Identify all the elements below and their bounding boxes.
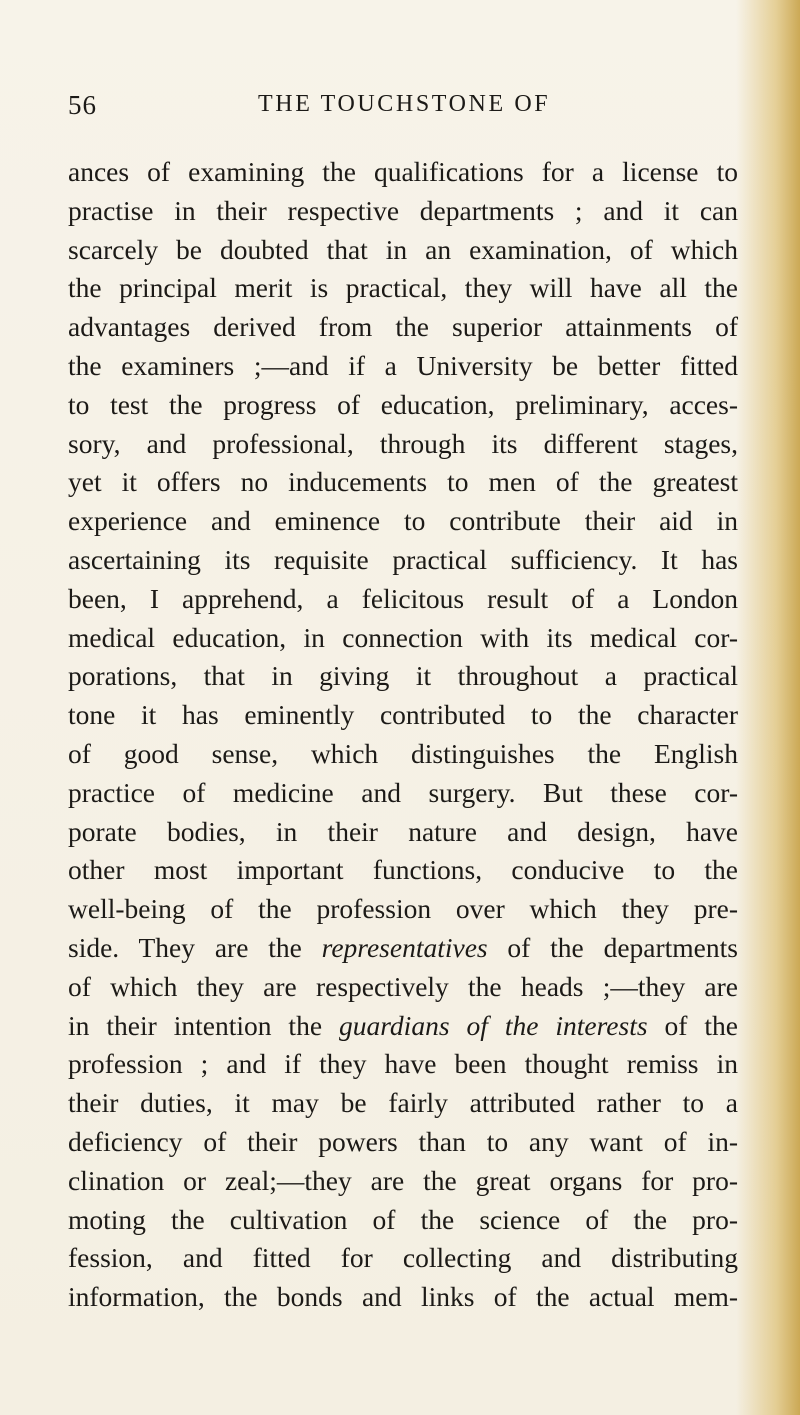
text-line	[68, 580, 738, 619]
text-run: been, I apprehend, a felicitous result of a London	[68, 582, 738, 614]
text-run: to test the progress of education, preliminary, acces-	[68, 388, 738, 420]
text-line	[68, 735, 738, 774]
text-run: tone it has eminently contributed to the character	[68, 699, 738, 731]
text-line	[68, 347, 738, 386]
text-run: fession, and fitted for collecting and distributing	[68, 1242, 738, 1274]
text-run: of good sense, which distinguishes the English	[68, 737, 738, 769]
text-line	[68, 308, 738, 347]
italic-phrase: representatives	[321, 931, 488, 963]
text-run: sory, and professional, through its different stages,	[68, 427, 738, 459]
text-line	[68, 192, 738, 231]
text-run: information, the bonds and links of the actual mem-	[68, 1281, 738, 1313]
text-line	[68, 463, 738, 502]
text-run: ances of examining the qualifications for a license to	[68, 156, 738, 187]
text-line	[68, 1007, 738, 1046]
text-line	[68, 153, 738, 192]
text-run: clination or zeal;—they are the great organs for pro-	[68, 1164, 738, 1196]
text-run: other most important functions, conducive to the	[68, 854, 738, 886]
text-run: porate bodies, in their nature and design, have	[68, 815, 738, 847]
text-line	[68, 696, 738, 735]
text-run: medical education, in connection with its medical cor-	[68, 621, 738, 653]
text-line	[68, 502, 738, 541]
text-run: ascertaining its requisite practical sufficiency. It has	[68, 543, 738, 575]
text-run: practise in their respective departments ; and it can	[68, 194, 738, 226]
text-line	[68, 619, 738, 658]
text-run: deficiency of their powers than to any want of in-	[68, 1125, 738, 1157]
text-line	[68, 425, 738, 464]
text-line	[68, 968, 738, 1007]
text-line	[68, 1162, 738, 1201]
text-line	[68, 1045, 738, 1084]
text-line	[68, 1123, 738, 1162]
text-line	[68, 1084, 738, 1123]
text-run: of the departments	[487, 931, 738, 963]
text-run: their duties, it may be fairly attributed rather to a	[68, 1087, 738, 1119]
text-line	[68, 1239, 738, 1278]
text-run: porations, that in giving it throughout a practical	[68, 660, 738, 692]
text-run: of the	[647, 1009, 738, 1041]
text-line	[68, 1278, 738, 1317]
text-line	[68, 929, 738, 968]
text-line	[68, 1201, 738, 1240]
text-line	[68, 231, 738, 270]
page-header	[68, 90, 738, 130]
running-title: THE TOUCHSTONE OF	[258, 91, 551, 117]
text-run: of which they are respectively the heads ;—they are	[68, 970, 738, 1002]
text-line	[68, 774, 738, 813]
text-line	[68, 269, 738, 308]
text-run: the principal merit is practical, they will have all the	[68, 272, 738, 304]
italic-phrase: guardians of the interests	[339, 1009, 648, 1041]
text-run: moting the cultivation of the science of the pro-	[68, 1203, 738, 1235]
text-line	[68, 657, 738, 696]
text-line	[68, 851, 738, 890]
text-run: yet it offers no inducements to men of the greatest	[68, 466, 738, 498]
body-text	[68, 153, 738, 1317]
text-run: practice of medicine and surgery. But these cor-	[68, 776, 738, 808]
text-run: well-being of the profession over which they pre-	[68, 893, 738, 925]
text-run: profession ; and if they have been thought remiss in	[68, 1048, 738, 1080]
text-run: in their intention the	[68, 1009, 339, 1041]
text-run: experience and eminence to contribute their aid in	[68, 505, 738, 537]
text-run: the examiners ;—and if a University be better fitted	[68, 349, 738, 381]
page-number: 56	[68, 90, 97, 120]
text-run: advantages derived from the superior attainments of	[68, 311, 738, 343]
text-line	[68, 386, 738, 425]
text-run: side. They are the	[68, 931, 322, 963]
text-run: scarcely be doubted that in an examination, of which	[68, 233, 738, 265]
text-line	[68, 813, 738, 852]
text-line	[68, 541, 738, 580]
text-line	[68, 890, 738, 929]
